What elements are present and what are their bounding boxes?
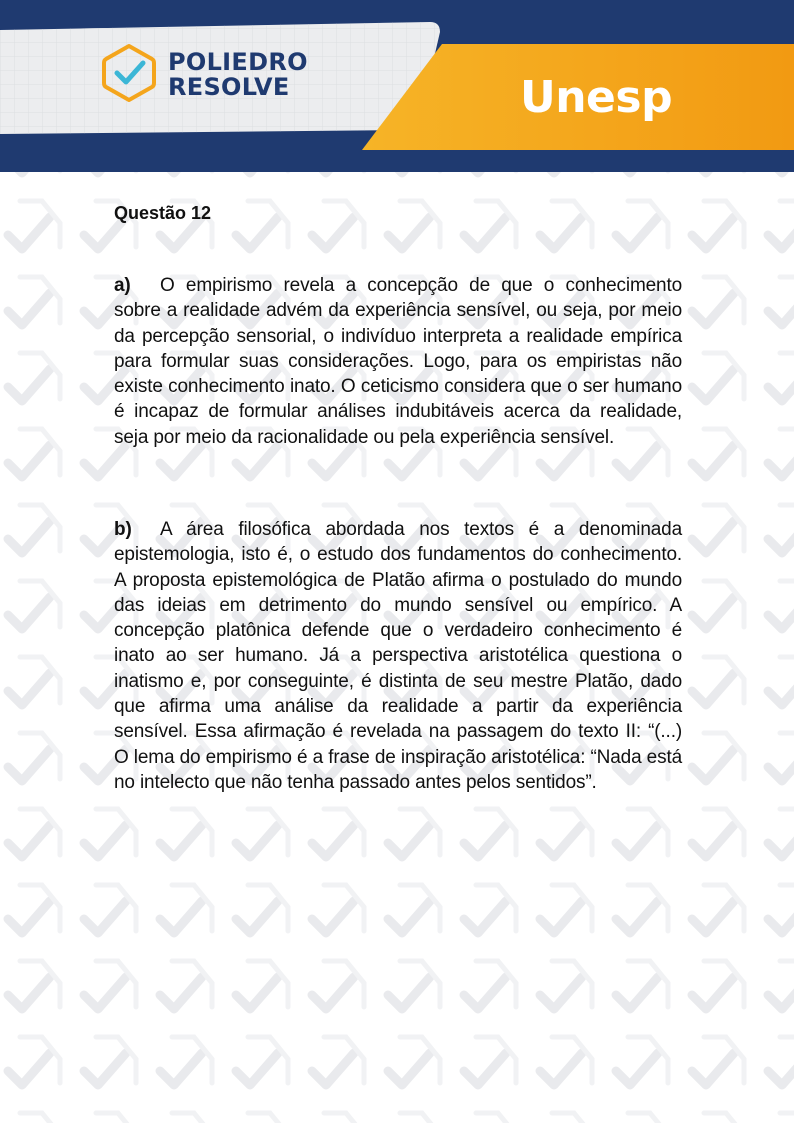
brand-line1: POLIEDRO	[168, 48, 308, 76]
hexagon-check-icon	[101, 43, 157, 103]
header-banner	[0, 0, 794, 172]
answer-b-label: b)	[114, 519, 132, 540]
question-title: Questão 12	[114, 203, 212, 223]
answer-a-label: a)	[114, 275, 131, 296]
answer-a	[114, 273, 682, 450]
answer-a-text: O empirismo revela a concepção de que o conhecimento sobre a realidade advém da experiência sensível, ou seja, por meio da percepção sensorial, o indivíduo interpreta a realidade empírica para formular suas considerações. Logo, para os empiristas não existe conhecimento inato. O ceticismo considera que o ser humano é incapaz de formular análises indubitáveis acerca da realidade, seja por meio da racionalidade ou pela experiência sensível.	[114, 275, 682, 448]
answer-b-text: A área filosófica abordada nos textos é a denominada epistemologia, isto é, o estudo dos fundamentos do conhecimento. A proposta epistemológica de Platão afirma o postulado do mundo das ideias em detrimento do mundo sensível ou empírico. A concepção platônica defende que o verdadeiro conhecimento é inato ao ser humano. Já a perspectiva aristotélica questiona o inatismo e, por conseguinte, é distinta de seu mestre Platão, dado que afirma uma análise da realidade a partir da experiência sensível. Essa afirmação é revelada na passagem do texto II: “(...) O lema do empirismo é a frase de inspiração aristotélica: “Nada está no intelecto que não tenha passado antes pelos sentidos”.	[114, 519, 682, 793]
brand-line2: RESOLVE	[168, 73, 290, 101]
brand-logo-text	[168, 50, 308, 100]
answer-b	[114, 517, 682, 795]
exam-name: Unesp	[520, 72, 673, 123]
